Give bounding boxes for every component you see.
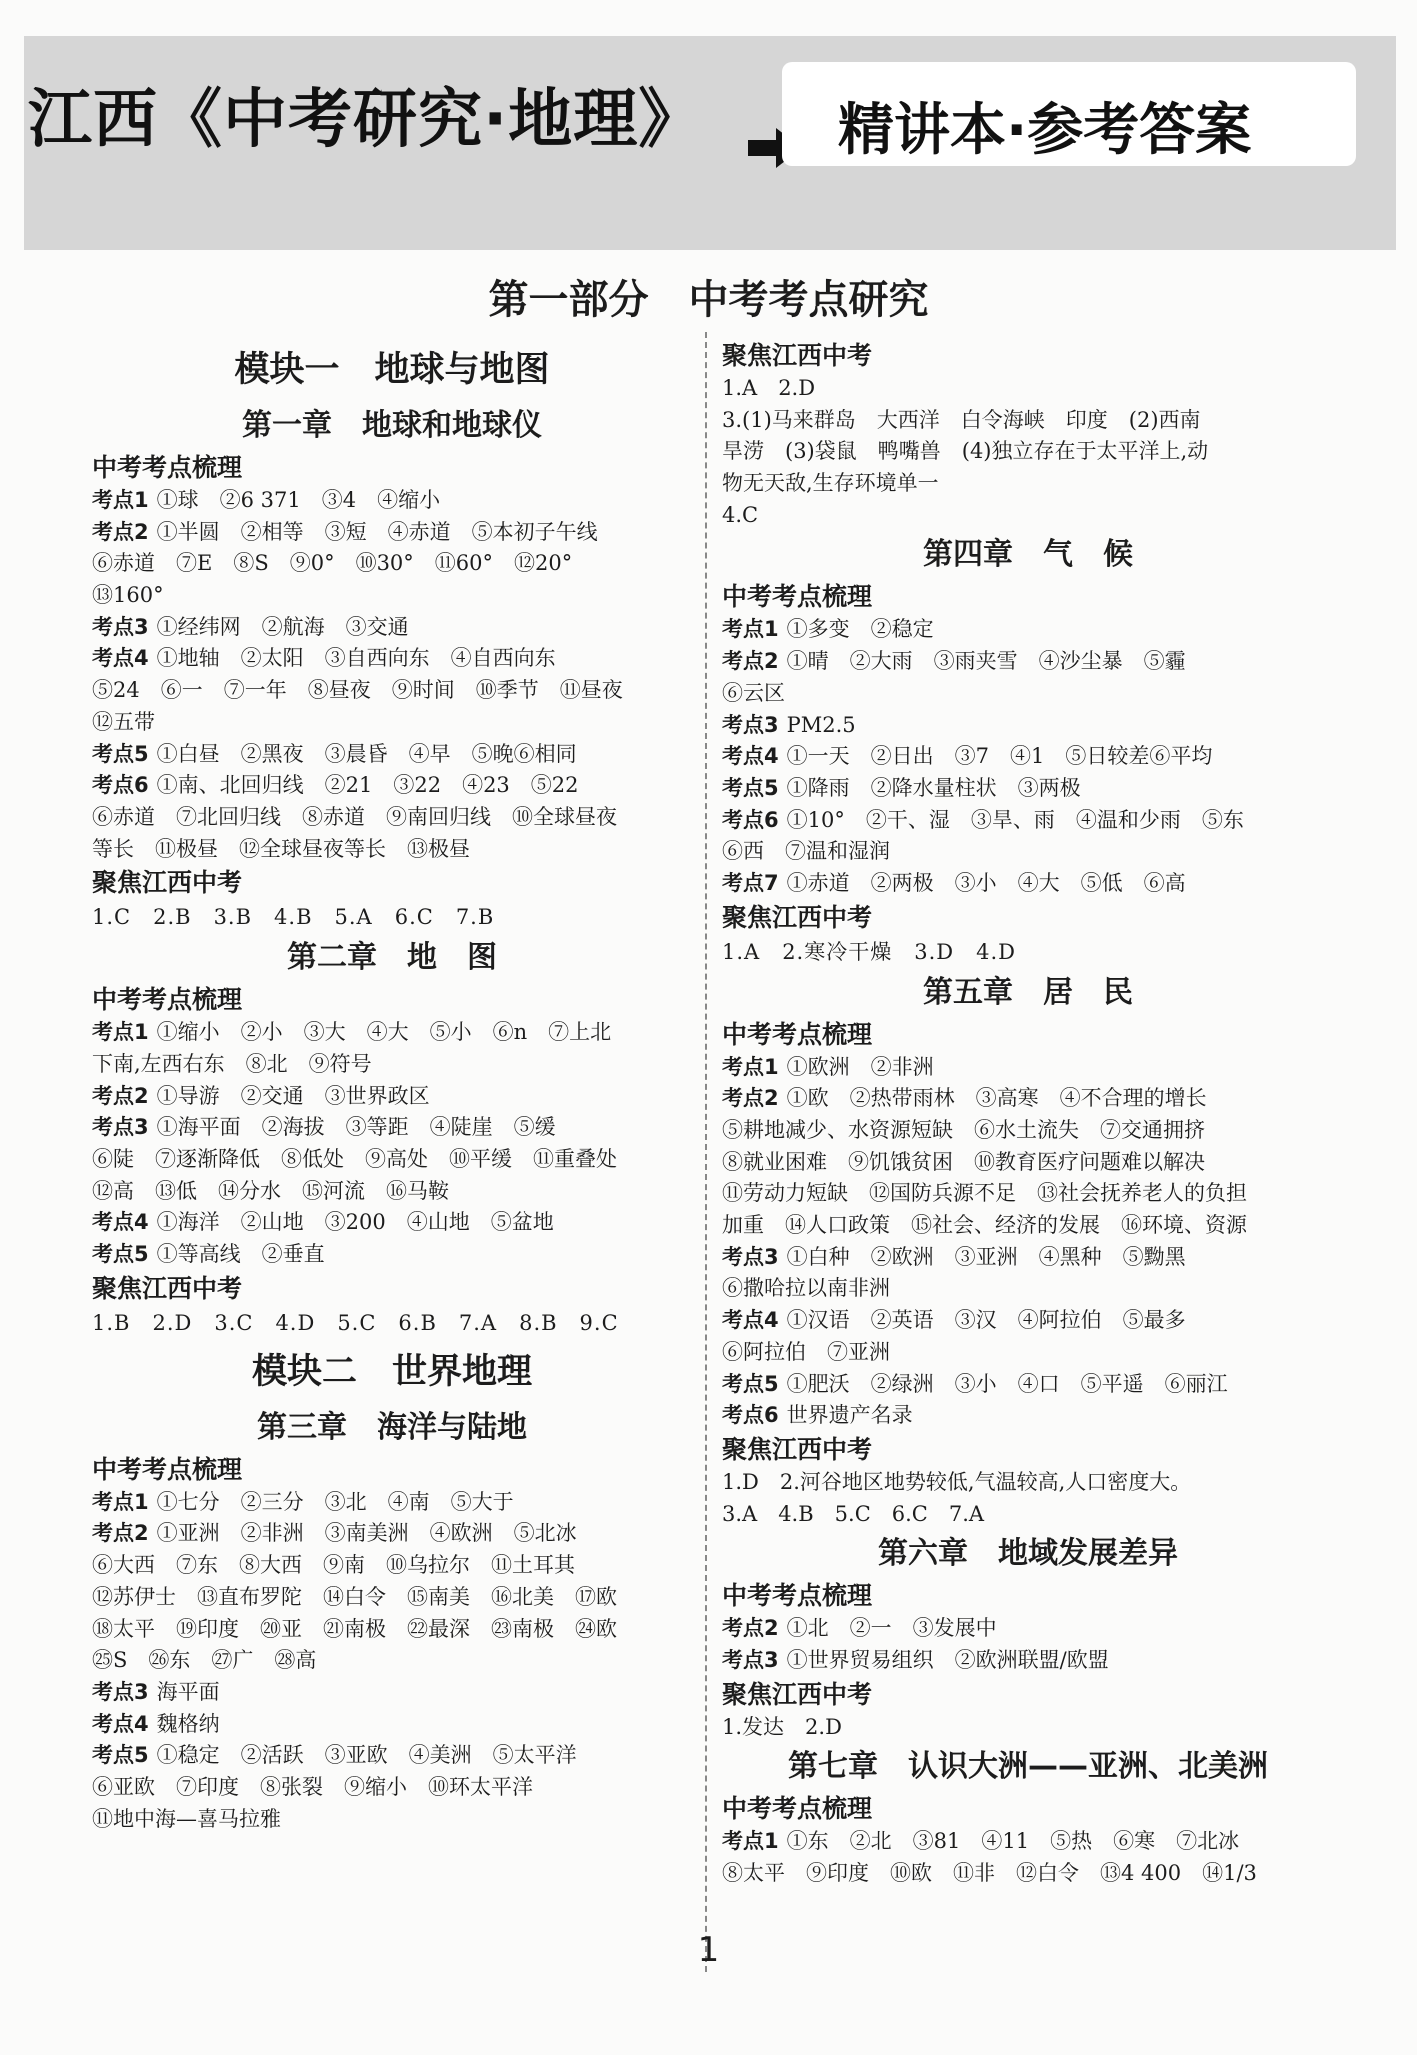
kaodian-cont: ⑪地中海—喜马拉雅 [92, 1806, 281, 1831]
answer-line: 4.C [722, 502, 759, 527]
answer-line: 物无天敌,生存环境单一 [722, 471, 939, 496]
kaodian-cont: ⑥亚欧 ⑦印度 ⑧张裂 ⑨缩小 ⑩环太平洋 [92, 1774, 533, 1799]
part-title: 第一部分 中考考点研究 [488, 277, 929, 323]
kaodian-line: 考点5 ①稳定 ②活跃 ③亚欧 ④美洲 ⑤太平洋 [92, 1743, 577, 1768]
section-heading: 中考考点梳理 [722, 1581, 873, 1611]
kaodian-cont: ⑥云区 [722, 680, 785, 705]
section-heading: 聚焦江西中考 [92, 868, 243, 898]
chapter-title: 第二章 地 图 [287, 940, 497, 976]
section-heading: 中考考点梳理 [92, 985, 243, 1015]
kaodian-cont: ⑤耕地减少、水资源短缺 ⑥水土流失 ⑦交通拥挤 [722, 1118, 1205, 1142]
kaodian-line: 考点3 ①世界贸易组织 ②欧洲联盟/欧盟 [722, 1647, 1109, 1672]
kaodian-line: 考点3 ①海平面 ②海拔 ③等距 ④陡崖 ⑤缓 [92, 1115, 556, 1140]
kaodian-cont: 等长 ⑪极昼 ⑫全球昼夜等长 ⑬极昼 [92, 836, 470, 861]
kaodian-line: 考点2 ①北 ②一 ③发展中 [722, 1616, 997, 1641]
kaodian-line: 考点1 ①东 ②北 ③81 ④11 ⑤热 ⑥寒 ⑦北冰 [722, 1829, 1240, 1854]
kaodian-line: 考点6 ①10° ②干、湿 ③旱、雨 ④温和少雨 ⑤东 [722, 807, 1244, 832]
kaodian-line: 考点1 ①缩小 ②小 ③大 ④大 ⑤小 ⑥n ⑦上北 [92, 1020, 612, 1045]
right-column [722, 338, 1334, 1890]
kaodian-cont: 加重 ⑭人口政策 ⑮社会、经济的发展 ⑯环境、资源 [722, 1213, 1247, 1238]
kaodian-cont: ⑧就业困难 ⑨饥饿贫困 ⑩教育医疗问题难以解决 [722, 1149, 1205, 1174]
kaodian-cont: ⑥大西 ⑦东 ⑧大西 ⑨南 ⑩乌拉尔 ⑪土耳其 [92, 1553, 575, 1578]
kaodian-line: 考点2 ①晴 ②大雨 ③雨夹雪 ④沙尘暴 ⑤霾 [722, 649, 1186, 674]
kaodian-line: 考点1 ①七分 ②三分 ③北 ④南 ⑤大于 [92, 1489, 514, 1514]
section-heading: 聚焦江西中考 [722, 1434, 873, 1464]
section-heading: 聚焦江西中考 [92, 1273, 243, 1303]
section-heading: 聚焦江西中考 [722, 341, 873, 370]
kaodian-line: 考点3 ①经纬网 ②航海 ③交通 [92, 614, 409, 639]
kaodian-line: 考点4 ①汉语 ②英语 ③汉 ④阿拉伯 ⑤最多 [722, 1308, 1186, 1333]
kaodian-line: 考点5 ①肥沃 ②绿洲 ③小 ④口 ⑤平遥 ⑥丽江 [722, 1371, 1228, 1396]
section-heading: 中考考点梳理 [722, 1019, 873, 1049]
kaodian-cont: ⑥赤道 ⑦北回归线 ⑧赤道 ⑨南回归线 ⑩全球昼夜 [92, 804, 617, 829]
kaodian-line: 考点6 ①南、北回归线 ②21 ③22 ④23 ⑤22 [92, 773, 579, 798]
section-heading: 聚焦江西中考 [722, 1679, 873, 1709]
book-title: 江西《中考研究·地理》 [28, 83, 704, 157]
kaodian-line: 考点4 ①海洋 ②山地 ③200 ④山地 ⑤盆地 [92, 1210, 554, 1235]
kaodian-line: 考点2 ①欧 ②热带雨林 ③高寒 ④不合理的增长 [722, 1086, 1207, 1111]
kaodian-line: 考点7 ①赤道 ②两极 ③小 ④大 ⑤低 ⑥高 [722, 870, 1186, 895]
section-heading: 中考考点梳理 [722, 1794, 873, 1824]
kaodian-line: 考点3 海平面 [92, 1679, 220, 1704]
kaodian-line: 考点5 ①等高线 ②垂直 [92, 1242, 325, 1267]
chapter-title: 第四章 气 候 [923, 537, 1133, 573]
kaodian-line: 考点5 ①白昼 ②黑夜 ③晨昏 ④早 ⑤晚⑥相同 [92, 741, 577, 766]
kaodian-cont: ⑱太平 ⑲印度 ⑳亚 ㉑南极 ㉒最深 ㉓南极 ㉔欧 [92, 1616, 617, 1641]
kaodian-cont: ⑫苏伊士 ⑬直布罗陀 ⑭白令 ⑮南美 ⑯北美 ⑰欧 [92, 1584, 617, 1609]
kaodian-cont: ⑥撒哈拉以南非洲 [722, 1276, 890, 1301]
kaodian-cont: ⑫五带 [92, 709, 155, 734]
kaodian-cont: ⑤24 ⑥一 ⑦一年 ⑧昼夜 ⑨时间 ⑩季节 ⑪昼夜 [92, 678, 623, 703]
answer-line: 1.C 2.B 3.B 4.B 5.A 6.C 7.B [92, 905, 495, 930]
answer-line: 3.A 4.B 5.C 6.C 7.A [722, 1501, 985, 1526]
kaodian-cont: ⑥陡 ⑦逐渐降低 ⑧低处 ⑨高处 ⑩平缓 ⑪重叠处 [92, 1147, 617, 1171]
kaodian-line: 考点1 ①欧洲 ②非洲 [722, 1054, 934, 1079]
kaodian-line: 考点2 ①导游 ②交通 ③世界政区 [92, 1083, 430, 1108]
answer-line: 1.A 2.D [722, 376, 816, 400]
kaodian-line: 考点4 魏格纳 [92, 1711, 220, 1736]
section-heading: 聚焦江西中考 [722, 902, 873, 932]
answer-line: 1.A 2.寒冷干燥 3.D 4.D [722, 939, 1016, 964]
kaodian-cont: 下南,左西右东 ⑧北 ⑨符号 [92, 1051, 372, 1076]
kaodian-line: 考点1 ①多变 ②稳定 [722, 617, 934, 642]
kaodian-line: 考点1 ①球 ②6 371 ③4 ④缩小 [92, 488, 441, 512]
kaodian-line: 考点3 ①白种 ②欧洲 ③亚洲 ④黑种 ⑤黝黑 [722, 1244, 1186, 1269]
chapter-title: 第六章 地域发展差异 [878, 1536, 1178, 1572]
kaodian-line: 考点6 世界遗产名录 [722, 1403, 913, 1428]
module-title: 模块一 地球与地图 [234, 350, 550, 390]
answer-line: 旱涝 (3)袋鼠 鸭嘴兽 (4)独立存在于太平洋上,动 [722, 439, 1209, 464]
answer-line: 3.(1)马来群岛 大西洋 白令海峡 印度 (2)西南 [722, 407, 1201, 432]
answer-line: 1.B 2.D 3.C 4.D 5.C 6.B 7.A 8.B 9.C [92, 1310, 619, 1335]
chapter-title: 第一章 地球和地球仪 [242, 408, 542, 443]
section-heading: 中考考点梳理 [92, 1454, 243, 1484]
kaodian-cont: ㉕S ㉖东 ㉗广 ㉘高 [92, 1648, 317, 1673]
left-column [92, 338, 692, 1835]
kaodian-cont: ⑧太平 ⑨印度 ⑩欧 ⑪非 ⑫白令 ⑬4 400 ⑭1/3 [722, 1861, 1257, 1885]
book-subtitle: 精讲本·参考答案 [838, 98, 1252, 163]
section-heading: 中考考点梳理 [92, 453, 243, 482]
section-heading: 中考考点梳理 [722, 582, 873, 612]
kaodian-cont: ⑪劳动力短缺 ⑫国防兵源不足 ⑬社会抚养老人的负担 [722, 1181, 1247, 1206]
chapter-title: 第五章 居 民 [923, 974, 1133, 1010]
kaodian-cont: ⑬160° [92, 583, 164, 608]
page-number: 1 [697, 1930, 720, 1970]
kaodian-cont: ⑥西 ⑦温和湿润 [722, 839, 890, 864]
kaodian-line: 考点4 ①一天 ②日出 ③7 ④1 ⑤日较差⑥平均 [722, 744, 1213, 769]
kaodian-line: 考点2 ①亚洲 ②非洲 ③南美洲 ④欧洲 ⑤北冰 [92, 1521, 577, 1546]
kaodian-line: 考点2 ①半圆 ②相等 ③短 ④赤道 ⑤本初子午线 [92, 519, 598, 544]
kaodian-line: 考点3 PM2.5 [722, 712, 856, 737]
answer-line: 1.D 2.河谷地区地势较低,气温较高,人口密度大。 [722, 1469, 1192, 1494]
kaodian-line: 考点4 ①地轴 ②太阳 ③自西向东 ④自西向东 [92, 646, 556, 671]
kaodian-cont: ⑫高 ⑬低 ⑭分水 ⑮河流 ⑯马鞍 [92, 1178, 449, 1203]
kaodian-cont: ⑥阿拉伯 ⑦亚洲 [722, 1339, 890, 1364]
kaodian-cont: ⑥赤道 ⑦E ⑧S ⑨0° ⑩30° ⑪60° ⑫20° [92, 551, 573, 576]
column-divider [705, 332, 707, 1972]
answer-line: 1.发达 2.D [722, 1714, 842, 1739]
kaodian-line: 考点5 ①降雨 ②降水量柱状 ③两极 [722, 775, 1081, 800]
module-title: 模块二 世界地理 [251, 1351, 532, 1392]
chapter-title: 第三章 海洋与陆地 [257, 1409, 527, 1445]
chapter-title: 第七章 认识大洲——亚洲、北美洲 [788, 1749, 1268, 1785]
